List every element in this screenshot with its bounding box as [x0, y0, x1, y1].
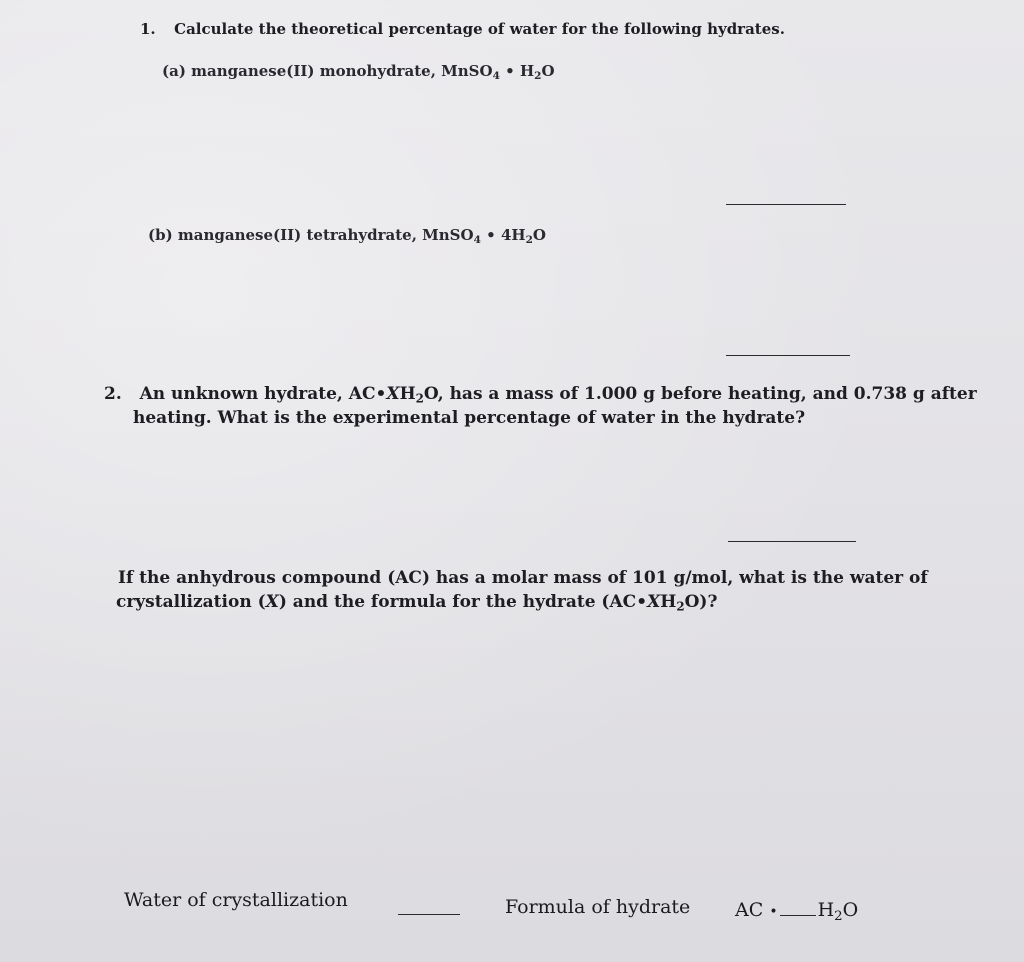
- q1a-o: O: [541, 62, 555, 80]
- q1a-sub2: 2: [534, 70, 542, 83]
- q2-followup-x2: X: [647, 592, 661, 612]
- formula-h: H: [817, 899, 835, 921]
- q2-followup-dot: •: [636, 592, 648, 612]
- formula-sub2: 2: [834, 908, 843, 924]
- q1a-sub4: 4: [492, 70, 500, 83]
- formula-x-blank[interactable]: [780, 901, 816, 916]
- q1b-sub4: 4: [473, 234, 481, 247]
- q2-line1: [104, 382, 977, 406]
- q2-line1-pre: An unknown hydrate, AC: [139, 384, 376, 404]
- q2-number: 2.: [104, 384, 122, 404]
- q1a-water: H: [519, 62, 535, 80]
- q2-followup-sub2: 2: [676, 599, 685, 614]
- q2-line2-text: heating. What is the experimental percentage of water in the hydrate?: [133, 408, 806, 428]
- q2-followup-line1-text: If the anhydrous compound (AC) has a molar mass of 101 g/mol, what is the water of: [118, 568, 928, 588]
- q1-prompt-text: Calculate the theoretical percentage of water for the following hydrates.: [174, 20, 785, 38]
- q1b-o: O: [532, 226, 546, 244]
- formula-ac: AC: [735, 899, 764, 921]
- bleed-through-ghost: [180, 158, 840, 178]
- water-of-crystallization-label: Water of crystallization: [124, 889, 348, 911]
- q1b-sub2: 2: [525, 234, 533, 247]
- q2-line2: [133, 406, 805, 430]
- q2-followup-x: X: [265, 592, 279, 612]
- q2-followup-line2-pre: crystallization (: [116, 592, 266, 612]
- q1-prompt: [140, 20, 785, 38]
- water-of-crystallization-blank[interactable]: [398, 914, 460, 915]
- q2-followup-line2: [116, 590, 717, 614]
- q2-sub2: 2: [415, 391, 424, 406]
- q1b-label: (b) manganese(II) tetrahydrate, MnSO: [148, 226, 474, 244]
- q1b-dot: •: [486, 226, 496, 244]
- q1a-label: (a) manganese(II) monohydrate, MnSO: [162, 62, 493, 80]
- q2-h: H: [399, 384, 416, 404]
- q1a-dot: •: [505, 62, 515, 80]
- q1b-answer-blank[interactable]: [726, 355, 850, 356]
- q2-followup-end: O)?: [684, 592, 718, 612]
- formula-o: O: [842, 899, 859, 921]
- formula-of-hydrate-label: Formula of hydrate: [505, 896, 691, 918]
- q2-dot: •: [375, 384, 387, 404]
- q2-answer-blank[interactable]: [728, 541, 856, 542]
- q1b-water: 4H: [500, 226, 526, 244]
- q1-number: 1.: [140, 20, 156, 38]
- q1b-line: [148, 226, 546, 247]
- q2-x: X: [386, 384, 400, 404]
- q2-line1-post: O, has a mass of 1.000 g before heating, and 0.738 g after: [423, 384, 977, 404]
- q1a-line: [162, 62, 555, 83]
- q2-followup-h: H: [660, 592, 677, 612]
- q2-followup-line1: [118, 566, 928, 590]
- formula-dot: •: [769, 904, 778, 920]
- q1a-answer-blank[interactable]: [726, 204, 846, 205]
- q2-followup-line2-mid: ) and the formula for the hydrate (AC: [278, 592, 637, 612]
- formula-of-hydrate-answer: [735, 899, 859, 924]
